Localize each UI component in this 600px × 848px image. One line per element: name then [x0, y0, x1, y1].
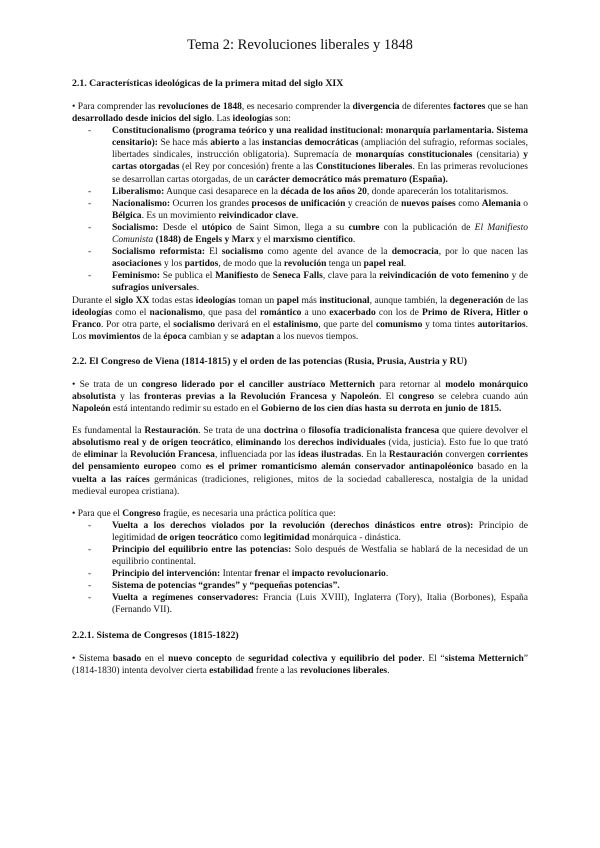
bold-text: Gobierno de los cien días hasta su derrota en junio de 1815.: [260, 404, 502, 415]
bold-text: absolutismo real y de origen teocrático: [72, 438, 231, 449]
bold-text: (1848) de Engels y Marx: [155, 235, 255, 246]
bold-text: reivindicación de voto femenino: [379, 271, 509, 282]
text-run: está intentando redimir su estado en el: [110, 404, 261, 415]
text-run: todas estas: [149, 295, 196, 306]
bold-text: cumbre: [348, 222, 380, 233]
text-run: para retornar al: [374, 379, 446, 390]
text-run: los: [281, 438, 299, 449]
text-run: . Se trata de una: [198, 426, 264, 437]
bold-text: instancias democráticas: [261, 138, 359, 149]
text-run: Aunque casi desaparece en la: [164, 186, 281, 197]
text-run: Solo después de Westfalia se hablará de la necesidad de un equilibrio continental.: [112, 545, 528, 568]
text-run: • Para comprender las: [72, 102, 158, 112]
bold-text: ideologías: [232, 114, 273, 125]
text-run: el: [280, 569, 292, 580]
text-run: que se han: [485, 102, 528, 112]
text-run: , clave para la: [322, 271, 380, 282]
list-item: [112, 246, 528, 270]
text-run: Francia (Luis XVIII), Inglaterra (Tory), Italia (Borbones), España (Fernando VII).: [112, 593, 528, 616]
text-run: Se publica el: [160, 271, 216, 282]
text-run: y creación de: [345, 198, 402, 209]
bold-text: Napoleón: [72, 404, 111, 415]
text-run: Desde el: [158, 222, 202, 233]
bold-text: legitimidad: [263, 532, 310, 543]
bold-text: y cartas otorgadas: [112, 150, 528, 173]
bold-text: Seneca Falls: [272, 271, 323, 282]
bold-text: Vuelta a regímenes conservadores:: [112, 593, 259, 604]
text-run: de Saint Simon, llega a su: [231, 222, 349, 233]
text-run: como: [176, 462, 206, 473]
text-run: . Por otra parte, el: [101, 319, 174, 330]
bold-text: Nacionalismo:: [112, 198, 171, 209]
text-run: cambian y se: [186, 331, 241, 342]
bold-text: socialismo: [173, 319, 215, 330]
text-run: basado en la: [473, 462, 528, 473]
bold-text: reivindicador clave: [218, 210, 296, 221]
text-run: . Las: [211, 114, 233, 125]
list-item: [112, 544, 528, 568]
bold-text: factores: [453, 102, 486, 112]
text-run: fragüe, es necesaria una práctica política que:: [160, 508, 336, 519]
bold-text: revoluciones de 1848: [157, 102, 242, 112]
list-item: [112, 186, 528, 198]
bold-text: desarrollado desde inicios del siglo: [72, 114, 212, 125]
text-run: • Se trata de un: [72, 379, 142, 390]
text-run: ” (1814-1830) intenta devolver cierta: [72, 653, 528, 676]
bold-text: Socialismo:: [112, 222, 159, 233]
text-run: • Para que el: [72, 508, 123, 519]
text-run: en el: [141, 653, 169, 664]
bold-text: utópico: [201, 222, 232, 233]
text-run: como: [455, 198, 482, 209]
text-run: .: [196, 283, 200, 294]
text-run: Principio de legitimidad: [112, 520, 528, 543]
text-run: , influenciada por las: [214, 450, 298, 461]
bold-text: congreso liderado por el canciller austríaco Metternich: [141, 379, 375, 390]
text-run: convergen: [442, 450, 488, 461]
bold-text: Alemania: [481, 198, 521, 209]
bold-text: Liberalismo:: [112, 186, 165, 197]
list-item: [112, 198, 528, 222]
text-run: (censitaria): [472, 150, 524, 161]
text-run: (ampliación del sufragio, reformas sociales, libertades sindicales, instrucción obligatoria). Supremacía de: [112, 138, 529, 161]
text-run: . En las primeras revoluciones se desarrollan cartas otorgadas, de un: [112, 162, 529, 185]
bold-text: divergencia: [352, 102, 400, 112]
paragraph: [72, 425, 528, 498]
bold-text: asociaciones: [112, 259, 162, 270]
bold-text: Constitucionalismo (programa teórico y una realidad institucional: monarquía parlamentaria. Sistema censitario):: [112, 126, 528, 149]
text-run: a las: [239, 138, 262, 149]
bold-text: abierto: [210, 138, 240, 149]
list-item: [112, 580, 528, 592]
text-run: . Los: [72, 319, 528, 342]
list-item: [112, 222, 528, 246]
text-run: (vida, justicia). Esto fue lo que trató de: [72, 438, 528, 461]
bold-text: marxismo científico: [272, 235, 353, 246]
bold-text: modelo monárquico absolutista: [72, 379, 528, 402]
section-heading-2-2-1: 2.2.1. Sistema de Congresos (1815-1822): [72, 629, 239, 641]
bold-text: procesos de unificación: [251, 198, 346, 209]
bold-text: Revolución Francesa: [130, 450, 215, 461]
bold-text: eliminando: [235, 438, 282, 449]
bold-text: Sistema de potencias “grandes” y “pequeñas potencias”.: [112, 581, 340, 592]
bold-text: filosofía tradicionalista francesa: [308, 426, 440, 437]
text-run: , que pasa del: [202, 307, 260, 318]
bold-text: adaptan: [240, 331, 275, 342]
text-run: (el Rey por concesión) frente a las: [179, 162, 316, 173]
bold-text: comunismo: [375, 319, 423, 330]
bold-text: congreso: [398, 391, 435, 402]
text-run: y toma tintes: [422, 319, 478, 330]
bold-text: frenar: [254, 569, 281, 580]
text-run: . Es un movimiento: [141, 210, 219, 221]
paragraph: [72, 295, 528, 343]
bold-text: romántico: [259, 307, 302, 318]
bold-text: impacto revolucionario: [291, 569, 386, 580]
principles-list: [72, 520, 528, 617]
text-run: .: [403, 259, 407, 270]
section-heading-2-1: 2.1. Características ideológicas de la primera mitad del siglo XIX: [72, 78, 344, 89]
text-run: o: [520, 198, 528, 209]
bold-text: Restauración: [144, 426, 199, 437]
bold-text: ideas ilustradas: [297, 450, 362, 461]
text-run: Durante el: [72, 295, 115, 306]
paragraph: [72, 101, 528, 125]
text-run: de: [231, 653, 249, 664]
text-run: , que parte del: [318, 319, 376, 330]
text-run: tenga un: [326, 259, 364, 270]
bold-text: ideologías: [72, 307, 113, 318]
bold-text: nuevos países: [401, 198, 456, 209]
bold-text: Primo de Rivera, Hitler o Franco: [72, 307, 529, 330]
bold-text: democracia: [391, 247, 439, 258]
bold-text: seguridad colectiva y equilibrio del poder: [248, 653, 423, 664]
text-run: germánicas (tradiciones, religiones, mitos de la sociedad caballeresca, nostalgia de la unidad medieval europea cristiana).: [72, 474, 528, 497]
text-run: . El: [378, 391, 399, 402]
text-run: a los nuevos tiempos.: [274, 331, 359, 342]
bold-text: sufragios universales: [112, 283, 197, 294]
bold-text: estalinismo: [272, 319, 319, 330]
text-run: y el: [254, 235, 273, 246]
bold-text: partidos: [184, 259, 219, 270]
text-run: como el: [112, 307, 150, 318]
bold-text: monarquías constitucionales: [355, 150, 473, 161]
bold-text: fronteras previas a la Revolución Francesa y Napoleón: [144, 391, 379, 402]
text-run: Ocurren los grandes: [170, 198, 252, 209]
bold-text: revoluciones liberales: [299, 665, 388, 676]
bold-text: es el primer romanticismo alemán conservador antinapoléonico: [205, 462, 474, 473]
text-run: más: [298, 295, 320, 306]
bold-text: Congreso: [122, 508, 161, 519]
text-run: y los: [161, 259, 185, 270]
ideology-list: [72, 125, 528, 294]
italic-text: El Manifiesto Comunista: [112, 222, 529, 246]
bold-text: siglo XX: [114, 295, 150, 306]
text-run: frente a las: [253, 665, 300, 676]
paragraph: [72, 508, 528, 520]
list-item: [112, 270, 528, 294]
bold-text: revolución: [283, 259, 327, 270]
text-run: . El “: [422, 653, 445, 664]
text-run: , de modo que la: [218, 259, 284, 270]
bold-text: papel real: [363, 259, 404, 270]
text-run: ,: [230, 438, 236, 449]
text-run: derivará en el: [214, 319, 273, 330]
paragraph: [72, 653, 528, 677]
bold-text: derechos individuales: [298, 438, 386, 449]
bold-text: doctrina: [263, 426, 299, 437]
text-run: con los de: [375, 307, 423, 318]
text-run: .: [352, 235, 356, 246]
bold-text: basado: [112, 653, 142, 664]
text-run: , donde aparecerán los totalitarismos.: [366, 186, 509, 197]
bold-text: sistema Metternich: [444, 653, 524, 664]
text-run: y las: [115, 391, 145, 402]
text-run: Se hace más: [157, 138, 211, 149]
text-run: .: [387, 665, 390, 676]
list-item: [112, 592, 528, 616]
bold-text: Principio del intervención:: [112, 569, 221, 580]
bold-text: nuevo concepto: [168, 653, 232, 664]
bold-text: década de los años 20: [280, 186, 367, 197]
text-run: y de: [508, 271, 529, 282]
text-run: , es necesario comprender la: [241, 102, 353, 112]
bold-text: movimientos: [88, 331, 141, 342]
text-run: monárquica - dinástica.: [309, 532, 401, 543]
bold-text: exacerbado: [329, 307, 376, 318]
text-run: El: [205, 247, 222, 258]
text-run: de diferentes: [399, 102, 454, 112]
list-item: [112, 125, 528, 185]
bold-text: Constituciones liberales: [316, 162, 413, 173]
bold-text: nacionalismo: [149, 307, 203, 318]
bold-text: papel: [276, 295, 299, 306]
text-run: , aunque también, la: [369, 295, 450, 306]
text-run: de: [258, 271, 273, 282]
text-run: de la: [140, 331, 164, 342]
bold-text: socialismo: [221, 247, 264, 258]
document-title: Tema 2: Revoluciones liberales y 1848: [187, 37, 413, 53]
text-run: con la publicación de: [379, 222, 475, 233]
text-run: , por lo que nacen las: [438, 247, 528, 258]
text-run: Intentar: [220, 569, 255, 580]
bold-text: Manifiesto: [215, 271, 259, 282]
section-heading-2-2: 2.2. El Congreso de Viena (1814-1815) y el orden de las potencias (Rusia, Prusia, Austria y RU): [72, 355, 467, 367]
bold-text: Bélgica: [112, 210, 142, 221]
bold-text: corrientes del pensamiento europeo: [72, 450, 528, 473]
list-item: [112, 520, 528, 544]
bold-text: degeneración: [449, 295, 504, 306]
text-run: como agente del avance de la: [263, 247, 392, 258]
text-run: se celebra cuando aún: [434, 391, 528, 402]
bold-text: institucional: [319, 295, 370, 306]
bold-text: ideologías: [195, 295, 236, 306]
text-run: la: [117, 450, 130, 461]
list-item: [112, 568, 528, 580]
bold-text: Restauración: [388, 450, 443, 461]
bold-text: época: [163, 331, 187, 342]
text-run: o: [298, 426, 309, 437]
text-run: Es fundamental la: [72, 426, 145, 437]
text-run: toman un: [235, 295, 277, 306]
bold-text: Principio del equilibrio entre las potencias:: [112, 545, 292, 555]
bold-text: estabilidad: [209, 665, 254, 676]
text-run: .: [295, 210, 299, 221]
bold-text: carácter democrático más prematuro (España).: [256, 174, 448, 185]
bold-text: de origen teocrático: [157, 532, 238, 543]
bold-text: Socialismo reformista:: [112, 247, 206, 258]
text-run: • Sistema: [72, 653, 113, 664]
text-run: .: [385, 569, 389, 580]
text-run: a uno: [301, 307, 330, 318]
bold-text: autoritarios: [477, 319, 526, 330]
bold-text: eliminar: [83, 450, 118, 461]
text-run: son:: [272, 114, 291, 125]
bold-text: Feminismo:: [112, 271, 161, 282]
bold-text: vuelta a las raíces: [72, 474, 150, 485]
paragraph: [72, 379, 528, 415]
text-run: de las: [503, 295, 529, 306]
bold-text: Vuelta a los derechos violados por la revolución (derechos dinásticos entre otros):: [112, 520, 474, 531]
text-run: como: [237, 532, 264, 543]
text-run: . En la: [361, 450, 389, 461]
text-run: que quiere devolver el: [439, 426, 529, 437]
